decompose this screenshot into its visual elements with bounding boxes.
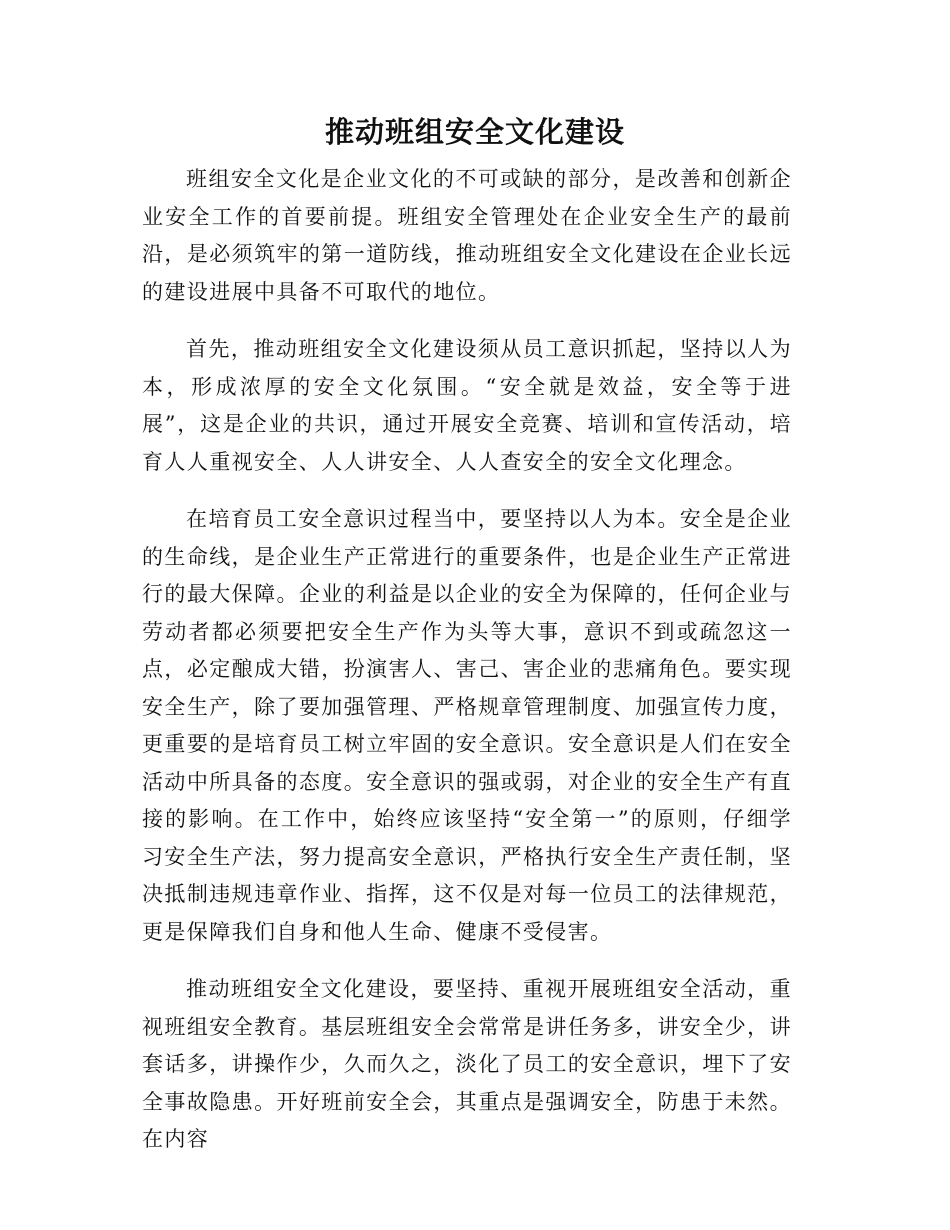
paragraph-1: 班组安全文化是企业文化的不可或缺的部分，是改善和创新企业安全工作的首要前提。班组安全管理处在企业安全生产的最前沿，是必须筑牢的第一道防线，推动班组安全文化建设在企业长远的建设进展中具备不可取代的地位。 — [142, 167, 792, 304]
paragraph-4: 推动班组安全文化建设，要坚持、重视开展班组安全活动，重视班组安全教育。基层班组安全会常常是讲任务多，讲安全少，讲套话多，讲操作少，久而久之，淡化了员工的安全意识，埋下了安全事故隐患。开好班前安全会，其重点是强调安全，防患于未然。在内容 — [142, 977, 792, 1151]
paragraph-3: 在培育员工安全意识过程当中，要坚持以人为本。安全是企业的生命线，是企业生产正常进行的重要条件，也是企业生产正常进行的最大保障。企业的利益是以企业的安全为保障的，任何企业与劳动者都必须要把安全生产作为头等大事，意识不到或疏忽这一点，必定酿成大错，扮演害人、害己、害企业的悲痛角色。要实现安全生产，除了要加强管理、严格规章管理制度、加强宣传力度，更重要的是培育员工树立牢固的安全意识。安全意识是人们在安全活动中所具备的态度。安全意识的强或弱，对企业的安全生产有直接的影响。在工作中，始终应该坚持“安全第一”的原则，仔细学习安全生产法，努力提高安全意识，严格执行安全生产责任制，坚决抵制违规违章作业、指挥，这不仅是对每一位员工的法律规范，更是保障我们自身和他人生命、健康不受侵害。 — [142, 507, 792, 944]
document-title: 推动班组安全文化建设 — [324, 115, 625, 149]
document-body — [142, 161, 792, 1159]
paragraph-2: 首先，推动班组安全文化建设须从员工意识抓起，坚持以人为本，形成浓厚的安全文化氛围。“安全就是效益，安全等于进展”，这是企业的共识，通过开展安全竞赛、培训和宣传活动，培育人人重视安全、人人讲安全、人人查安全的安全文化理念。 — [142, 337, 792, 474]
